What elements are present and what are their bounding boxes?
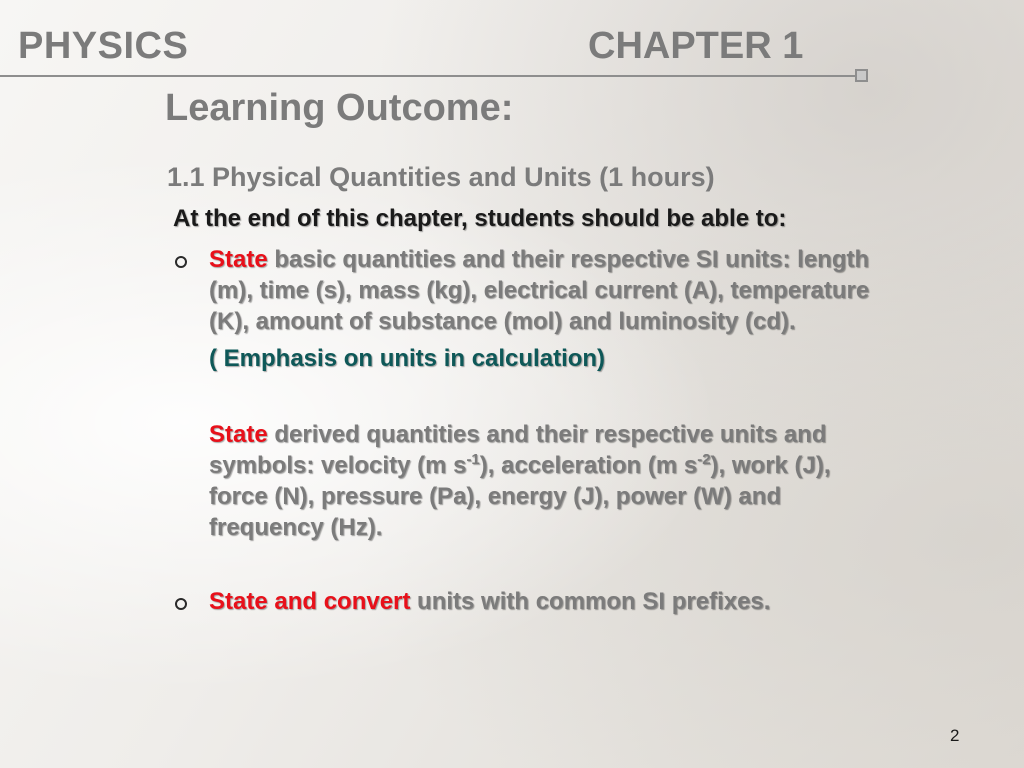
outcome-3-line xyxy=(209,588,770,616)
outcome-2-text-2a: symbols: velocity (m s xyxy=(209,452,467,479)
header-subject: PHYSICS xyxy=(18,25,189,67)
outcome-2-line-4: frequency (Hz). xyxy=(209,514,383,541)
outcome-1-emphasis: ( Emphasis on units in calculation) xyxy=(209,345,606,372)
outcome-2-text-2c: ), work (J), xyxy=(710,452,831,479)
velocity-exponent: -1 xyxy=(466,451,480,468)
acceleration-exponent: -2 xyxy=(697,451,711,468)
outcome-1-line-1 xyxy=(209,246,869,274)
hollow-circle-bullet-icon xyxy=(175,256,187,268)
outcome-2-verb: State xyxy=(209,421,268,448)
intro-text: At the end of this chapter, students should be able to: xyxy=(173,205,787,232)
outcome-2-line-3: force (N), pressure (Pa), energy (J), power (W) and xyxy=(209,483,782,510)
outcome-1-verb: State xyxy=(209,246,268,273)
hollow-circle-bullet-icon xyxy=(175,598,187,610)
slide-title: Learning Outcome: xyxy=(165,87,514,129)
outcome-2-text-1: derived quantities and their respective units and xyxy=(267,421,827,448)
header-chapter: CHAPTER 1 xyxy=(588,25,804,67)
outcome-2-text-2b: ), acceleration (m s xyxy=(479,452,698,479)
outcome-2-line-2 xyxy=(209,452,831,480)
slide-subtitle: 1.1 Physical Quantities and Units (1 hours) xyxy=(167,162,715,192)
outcome-2-line-1 xyxy=(209,421,827,449)
outcome-1-text-1: basic quantities and their respective SI units: length xyxy=(267,246,870,273)
outcome-1-line-3: (K), amount of substance (mol) and luminosity (cd). xyxy=(209,308,796,335)
outcome-3-verb: State and convert xyxy=(209,588,411,615)
outcome-3-text: units with common SI prefixes. xyxy=(410,588,771,615)
page-number: 2 xyxy=(950,726,960,745)
outcome-1-line-2: (m), time (s), mass (kg), electrical current (A), temperature xyxy=(209,277,870,304)
